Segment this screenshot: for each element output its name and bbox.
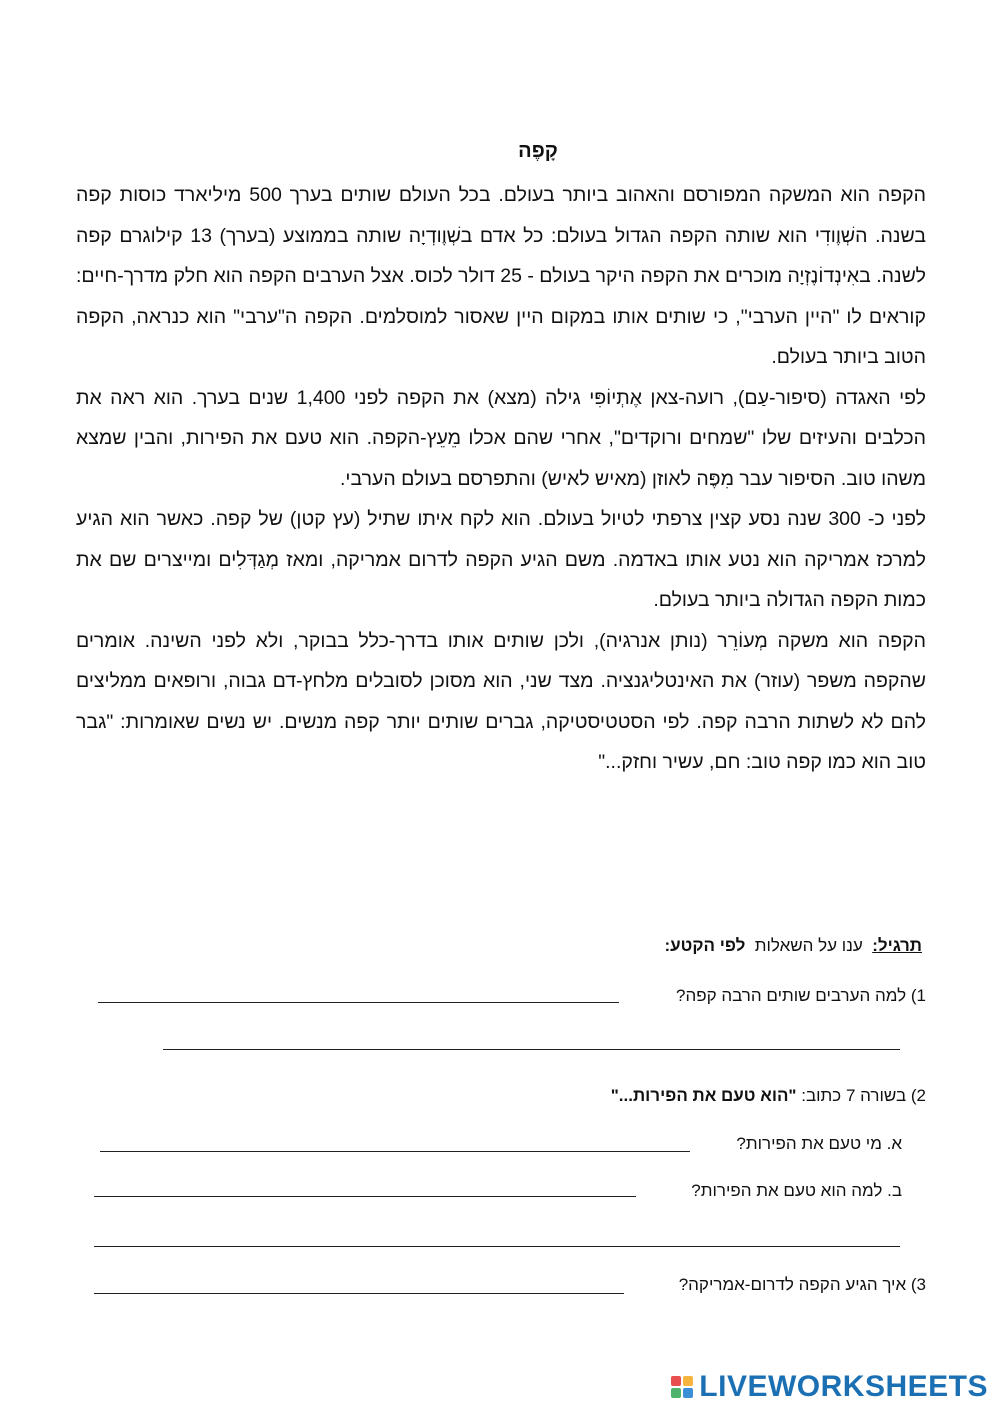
question-2-prefix: 2) בשורה 7 כתוב:: [796, 1086, 926, 1105]
answer-line-2a[interactable]: [100, 1151, 690, 1152]
logo-text: LIVEWORKSHEETS: [699, 1370, 988, 1403]
liveworksheets-logo: [671, 1370, 988, 1404]
paragraph-3: לפני כ- 300 שנה נסע קצין צרפתי לטיול בעולם. הוא לקח איתו שתיל (עץ קטן) של קפה. כאשר הוא הגיע למרכז אמריקה הוא נטע אותו באדמה. משם הגיע הקפה לדרום אמריקה, ומאז מְגַדְּלִים ומייצרים שם את כמות הקפה הגדולה ביותר בעולם.: [76, 508, 926, 611]
paragraph-2: לפי האגדה (סיפור-עַם), רועה-צאן אֶתְיוֹפִּי גילה (מצא) את הקפה לפני 1,400 שנים בערך. הוא ראה את הכלבים והעיזים שלו "שמחים ורוקדים", אחרי שהם אכלו מֵעֵץ-הקפה. הוא טעם את הפירות, והבין שמצא משהו טוב. הסיפור עבר מִפֶּה לאוזן (מאיש לאיש) והתפרסם בעולם הערבי.: [76, 386, 926, 490]
answer-line-1a[interactable]: [98, 1002, 619, 1003]
question-1: 1) למה הערבים שותים הרבה קפה?: [676, 986, 926, 1005]
logo-mark-icon: [671, 1376, 693, 1398]
exercise-instruction-bold: לפי הקטע:: [664, 936, 746, 955]
question-2a: א. מי טעם את הפירות?: [736, 1134, 902, 1153]
question-2-quote: "הוא טעם את הפירות...": [610, 1086, 797, 1105]
article-body: [76, 175, 926, 783]
question-2: [611, 1086, 926, 1106]
question-3: 3) איך הגיע הקפה לדרום-אמריקה?: [678, 1275, 926, 1294]
paragraph-4: הקפה הוא משקה מְעוֹרֵר (נותן אנרגיה), ולכן שותים אותו בדרך-כלל בבוקר, ולא לפני השינה. אומרים שהקפה משפר (עוזר) את האינטליגנציה. מצד שני, הוא מסוכן לסובלים מלחץ-דם גבוה, ורופאים ממליצים להם לא לשתות הרבה קפה. לפי הסטטיסטיקה, גברים שותים יותר קפה מנשים. יש נשים שאומרות: "גבר טוב הוא כמו קפה טוב: חם, עשיר וחזק...": [76, 629, 926, 773]
question-2b: ב. למה הוא טעם את הפירות?: [691, 1181, 902, 1200]
answer-line-2b-1[interactable]: [94, 1196, 636, 1197]
exercise-instruction: ענו על השאלות: [754, 936, 863, 955]
answer-line-1b[interactable]: [163, 1049, 900, 1050]
page-title: קָפֶה: [518, 140, 558, 162]
paragraph-1: הקפה הוא המשקה המפורסם והאהוב ביותר בעולם. בכל העולם שותים בערך 500 מיליארד כוסות קפה בשנה. השְׁוֶודִי הוא שותה הקפה הגדול בעולם: כל אדם בשְׁוֶודְיָה שותה בממוצע (בערך) 13 קילוגרם קפה לשנה. באִינְדוֹנֶזְיָה מוכרים את הקפה היקר בעולם - 25 דולר לכוס. אצל הערבים הקפה הוא חלק מדרך-חיים: קוראים לו "היין הערבי", כי שותים אותו במקום היין שאסור למוסלמים. הקפה ה"ערבי" הוא כנראה, הקפה הטוב ביותר בעולם.: [76, 184, 927, 368]
exercise-heading: [665, 936, 922, 956]
exercise-label: תרגיל:: [872, 936, 922, 955]
answer-line-2b-2[interactable]: [94, 1246, 900, 1247]
answer-line-3[interactable]: [94, 1293, 624, 1294]
